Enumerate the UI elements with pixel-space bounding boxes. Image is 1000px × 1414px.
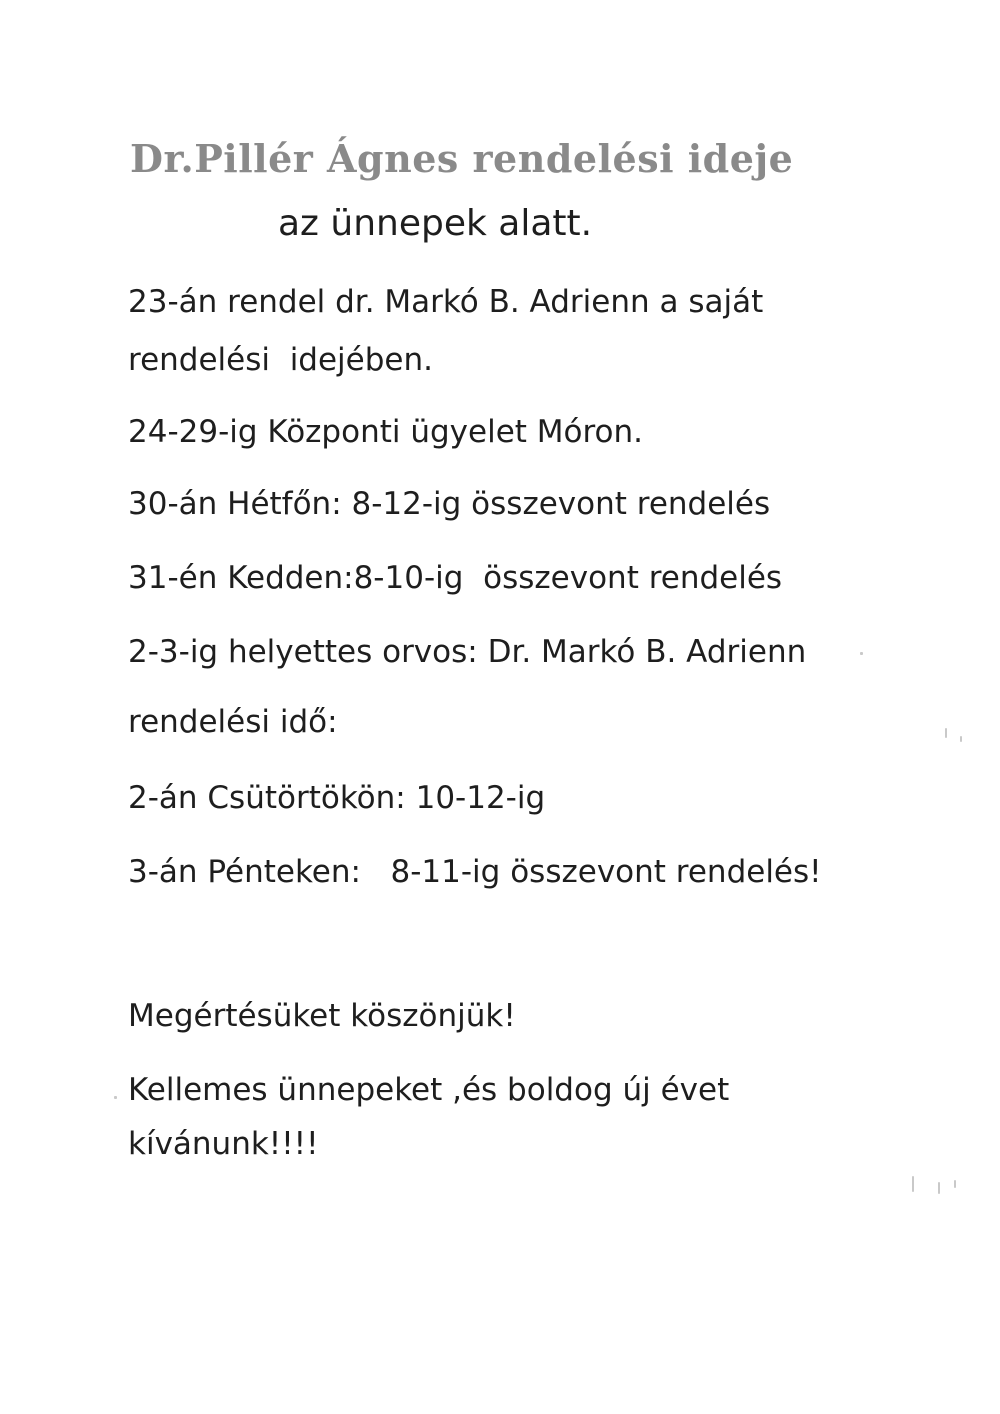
scan-speck [945,728,947,738]
scan-speck [114,1096,117,1099]
closing-line: Kellemes ünnepeket ,és boldog új évet [128,1072,730,1108]
schedule-line: 2-3-ig helyettes orvos: Dr. Markó B. Adrienn [128,634,807,670]
schedule-line: rendelési idő: [128,704,338,740]
schedule-line: 2-án Csütörtökön: 10-12-ig [128,780,546,816]
schedule-line: 30-án Hétfőn: 8-12-ig összevont rendelés [128,486,771,522]
document-subtitle: az ünnepek alatt. [278,203,593,244]
scan-speck [912,1176,914,1192]
scan-speck [954,1180,956,1188]
scan-speck [860,652,863,655]
scan-speck [960,736,962,742]
schedule-line: 31-én Kedden:8-10-ig összevont rendelés [128,560,783,596]
schedule-line: rendelési idejében. [128,342,433,378]
document-title: Dr.Pillér Ágnes rendelési ideje [130,136,794,181]
schedule-line: 23-án rendel dr. Markó B. Adrienn a saját [128,284,764,320]
closing-line: kívánunk!!!! [128,1126,319,1162]
schedule-line: 3-án Pénteken: 8-11-ig összevont rendelés! [128,854,822,890]
scan-speck [938,1182,940,1194]
schedule-line: 24-29-ig Központi ügyelet Móron. [128,414,644,450]
closing-line: Megértésüket köszönjük! [128,998,516,1034]
